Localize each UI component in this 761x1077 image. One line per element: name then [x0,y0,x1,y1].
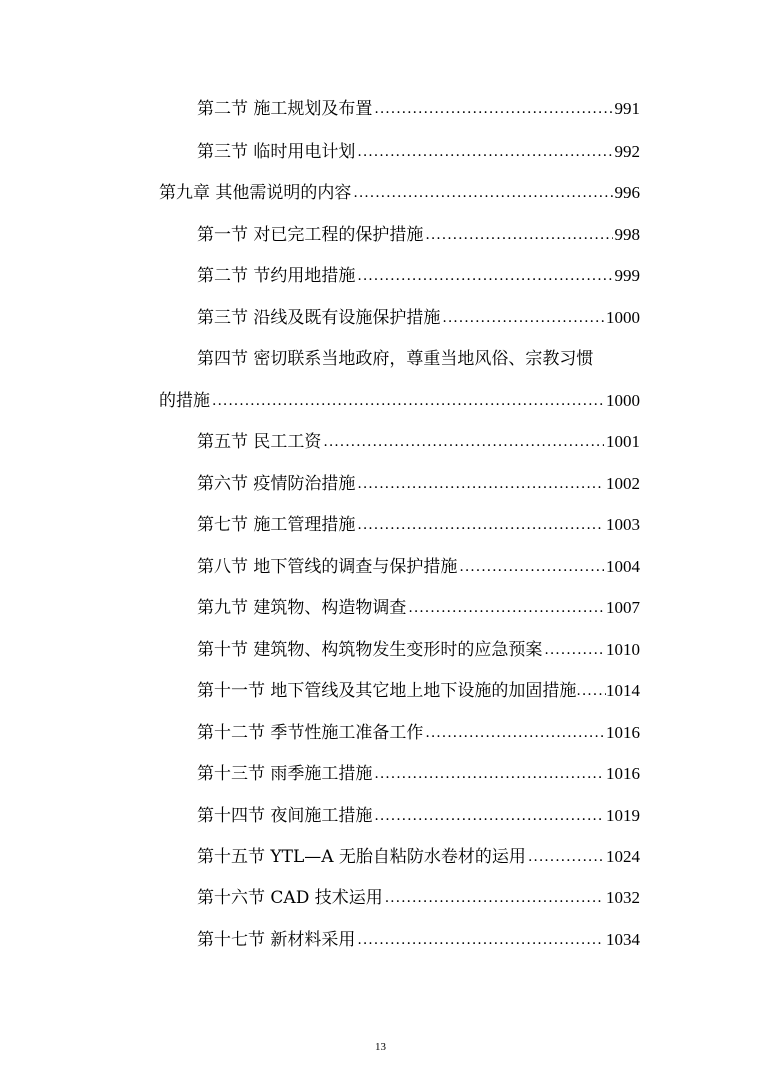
toc-entry-chapter [159,182,640,205]
toc-entry-page: 1032 [606,888,640,907]
toc-entry-page: 991 [614,99,640,118]
toc-entry-page: 1004 [606,557,640,576]
toc-leader-dots [374,805,604,827]
toc-leader-dots [528,846,604,868]
toc-leader-dots [408,597,604,619]
toc-leader-dots [385,887,604,909]
toc-entry-title: 第十六节 CAD 技术运用 [197,888,383,908]
toc-leader-dots [425,224,612,246]
toc-entry-page: 1010 [606,640,640,659]
toc-leader-dots [544,639,604,661]
toc-entry-title: 第五节 民工工资 [197,432,322,452]
toc-entry [197,514,640,537]
toc-entry-title: 第一节 对已完工程的保护措施 [197,225,424,245]
toc-entry-title: 第二节 节约用地措施 [197,266,356,286]
toc-leader-dots [357,929,604,951]
toc-entry-title: 第十四节 夜间施工措施 [197,806,373,826]
toc-entry [197,887,640,910]
toc-leader-dots [353,182,612,204]
toc-entry-page: 996 [614,183,640,202]
toc-entry [197,431,640,454]
toc-leader-dots [357,514,604,536]
toc-entry-title: 第十三节 雨季施工措施 [197,764,373,784]
toc-leader-dots [212,390,604,412]
toc-entry-title: 第十七节 新材料采用 [197,930,356,950]
toc-entry-page: 1003 [606,515,640,534]
toc-entry [197,556,640,579]
toc-leader-dots [357,473,604,495]
toc-entry-title: 第三节 沿线及既有设施保护措施 [197,308,441,328]
toc-entry-title: 第七节 施工管理措施 [197,515,356,535]
toc-entry [197,141,640,164]
toc-entry [197,722,640,745]
toc-leader-dots [357,265,612,287]
toc-entry-page: 999 [614,266,640,285]
toc-entry-page: 1000 [606,308,640,327]
toc-entry [197,98,640,121]
toc-leader-dots [459,556,604,578]
toc-entry [197,473,640,496]
toc-entry-page: 1002 [606,474,640,493]
toc-entry [197,805,640,828]
toc-leader-dots [425,722,604,744]
toc-leader-dots [374,98,612,120]
toc-entry [197,307,640,330]
toc-entry-page: 998 [614,225,640,244]
toc-entry-page: 1001 [606,432,640,451]
toc-entry-title-wrapped: 第四节 密切联系当地政府，尊重当地风俗、宗教习惯 [197,349,594,369]
toc-entry-title: 第十二节 季节性施工准备工作 [197,723,424,743]
toc-entry-title: 第十节 建筑物、构筑物发生变形时的应急预案 [197,640,543,660]
toc-entry [197,929,640,952]
toc-entry-page: 1019 [606,806,640,825]
toc-leader-dots [442,307,604,329]
toc-entry [197,224,640,247]
toc-entry-title: 第十一节 地下管线及其它地上地下设施的加固措施 [197,681,577,701]
page-number: 13 [375,1041,386,1053]
toc-entry-page: 1024 [606,847,640,866]
toc-entry-title: 第三节 临时用电计划 [197,142,356,162]
toc-entry-page: 1016 [606,723,640,742]
toc-entry-title: 第九节 建筑物、构造物调查 [197,598,407,618]
toc-leader-dots [576,680,606,702]
toc-entry-page: 1034 [606,930,640,949]
toc-leader-dots [374,763,604,785]
toc-leader-dots [357,141,612,163]
toc-entry [197,265,640,288]
toc-entry [197,846,640,869]
toc-leader-dots [323,431,604,453]
toc-entry-title: 第十五节 YTL—A 无胎自粘防水卷材的运用 [197,847,526,867]
toc-entry-title: 第二节 施工规划及布置 [197,99,373,119]
toc-entry-page: 1016 [606,764,640,783]
toc-entry-page: 1014 [606,681,640,700]
toc-entry [197,639,640,662]
toc-entry-page: 992 [614,142,640,161]
toc-entry-title: 第九章 其他需说明的内容 [159,183,352,203]
toc-entry-title: 第六节 疫情防治措施 [197,474,356,494]
toc-entry-title: 第八节 地下管线的调查与保护措施 [197,557,458,577]
toc-entry-title: 的措施 [159,391,210,411]
toc-entry-continuation [159,390,640,413]
toc-entry [197,597,640,620]
toc-entry-page: 1000 [606,391,640,410]
toc-entry [197,680,640,703]
toc-entry-page: 1007 [606,598,640,617]
toc-entry [197,763,640,786]
